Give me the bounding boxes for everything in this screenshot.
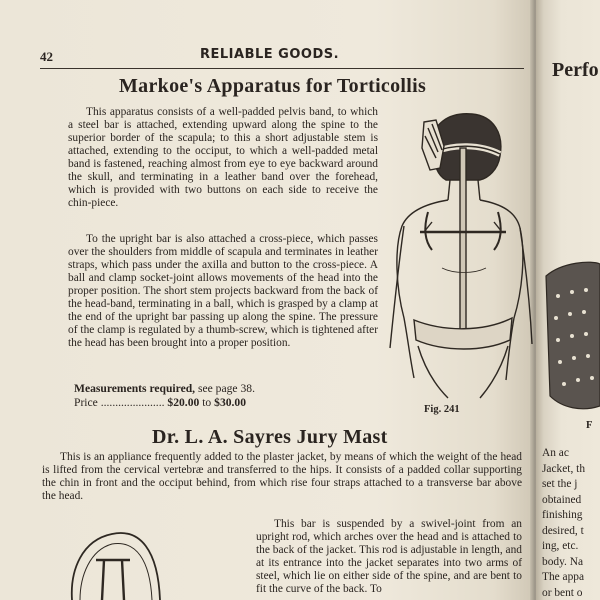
paragraph-text: This is an appliance frequently added to the plaster jacket, by means of which the weight of the head is lifted from the cervical vertebræ and transferred to the hips. It consists of a padded collar supporting the chin in front and the occiput behind, from which rise four straps attached to a transverse bar above the head. <box>42 451 522 502</box>
right-line: obtained <box>542 493 582 506</box>
right-line: Jacket, th <box>542 462 586 475</box>
price-high: $30.00 <box>214 396 247 409</box>
right-line: body. Na <box>542 555 584 568</box>
right-line: set the j <box>542 478 578 490</box>
running-head: RELIABLE GOODS. <box>200 47 340 62</box>
article-paragraph-1 <box>68 106 378 210</box>
measurements-line <box>74 382 255 395</box>
right-page-title: Perfo <box>552 59 599 81</box>
right-line: finishing <box>542 509 583 521</box>
article-paragraph-4 <box>256 518 522 596</box>
paragraph-text: This apparatus consists of a well-padded pelvis band, to which a steel bar is attached, extending upward along the spine to the superior border of the scapula; to this a short adjustable stem is attached, extending to the occiput, to which a well-padded metal band is fastened, reaching almost from eye to eye backward around the skull, and terminating in a leather band over the forehead, which is provided with two buttons on each side to receive the chin-piece. <box>68 106 378 209</box>
right-line: ing, etc. <box>542 540 579 552</box>
right-line: desired, t <box>542 524 584 537</box>
right-line: or bent o <box>542 586 583 599</box>
right-page-text <box>542 446 585 600</box>
figure-caption: Fig. 241 <box>424 404 460 415</box>
right-line: An ac <box>542 447 569 459</box>
torticollis-apparatus-illustration <box>384 108 534 404</box>
paragraph-text: This bar is suspended by a swivel-joint from an upright rod, which arches over the head and is attached to the back of the jacket. This rod is adjustable in length, and at its entrance into the jacket separates into two arms of steel, which lie on either side of the spine, and are bent to fit the curve of the back. To <box>256 518 522 595</box>
price-low: $20.00 <box>167 396 200 409</box>
measurements-label: Measurements required, <box>74 382 196 395</box>
right-figure-caption-fragment: F <box>586 420 593 431</box>
right-line: The appa <box>542 571 585 583</box>
header-rule <box>40 68 524 69</box>
paragraph-text: To the upright bar is also attached a cross-piece, which passes over the shoulders from middle of scapula and terminates in leather straps, which pass under the axilla and button to the cross-piece. A ball and clamp socket-joint allows movements of the head into the proper position. The short stem projects backward from the back of the head-band, terminating in a ball, which is grasped by a clamp at the end of the upright bar passing up along the spine. The pressure of the clamp is regulated by a thumb-screw, which is tightened after the head has been brought into a proper position. <box>68 233 378 349</box>
right-page <box>536 0 600 600</box>
price-line <box>74 396 246 409</box>
article-title-torticollis: Markoe's Apparatus for Torticollis <box>119 75 427 97</box>
article-title-jury-mast: Dr. L. A. Sayres Jury Mast <box>152 426 388 448</box>
measurements-ref: see page 38. <box>197 382 255 395</box>
page-number: 42 <box>40 49 53 64</box>
article-paragraph-3 <box>42 451 522 503</box>
jury-mast-illustration <box>62 520 172 600</box>
perforated-jacket-illustration <box>542 256 600 416</box>
article-paragraph-2 <box>68 233 378 350</box>
price-to: to <box>202 396 212 409</box>
price-label: Price ...................... <box>74 396 165 409</box>
